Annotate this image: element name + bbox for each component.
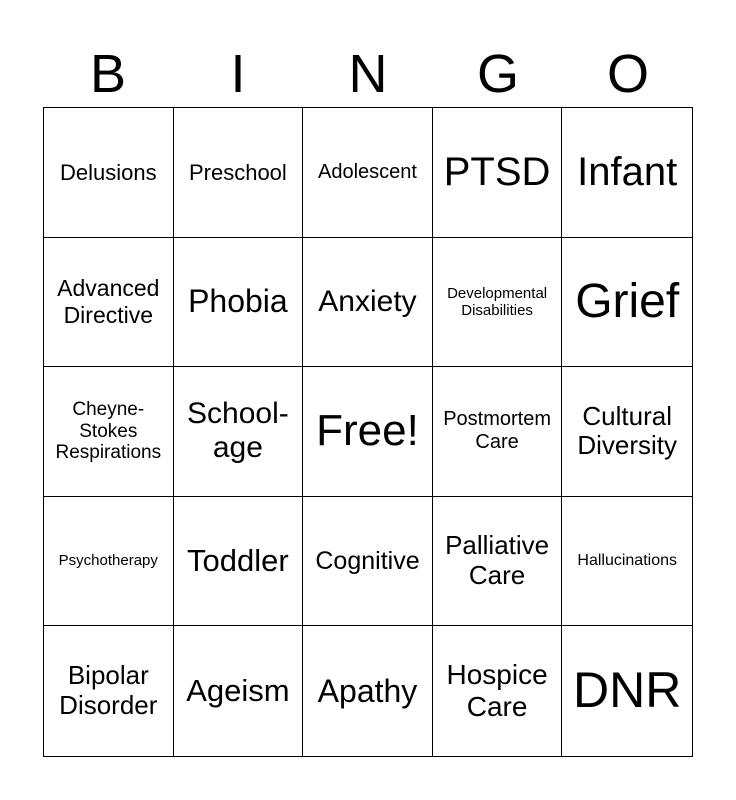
cell-label: Postmortem Care (443, 408, 551, 454)
bingo-cell[interactable] (44, 497, 174, 627)
bingo-cell[interactable] (174, 626, 304, 756)
bingo-cell[interactable] (174, 367, 304, 497)
bingo-cell[interactable] (433, 238, 563, 368)
bingo-board (43, 107, 693, 757)
cell-label: Delusions (59, 159, 157, 185)
cell-label: Apathy (317, 672, 418, 709)
cell-label: Phobia (188, 283, 288, 320)
cell-label: Infant (577, 150, 678, 195)
bingo-cell[interactable] (433, 367, 563, 497)
cell-label: Cognitive (315, 546, 420, 575)
cell-label: Hallucinations (577, 551, 677, 569)
header-letter-b: B (89, 44, 127, 104)
cell-label: Ageism (186, 673, 290, 709)
bingo-cell[interactable] (44, 626, 174, 756)
header-letter-n: N (348, 44, 388, 104)
cell-label: Bipolar Disorder (59, 660, 158, 721)
bingo-header (43, 40, 693, 108)
bingo-cell[interactable] (562, 367, 692, 497)
bingo-cell[interactable] (562, 108, 692, 238)
bingo-cell-free[interactable] (303, 367, 433, 497)
cell-label: Developmental Disabilities (447, 284, 548, 319)
header-letter-o: O (606, 44, 649, 104)
cell-label: PTSD (443, 150, 551, 195)
cell-label: Advanced Directive (57, 275, 160, 328)
bingo-cell[interactable] (174, 108, 304, 238)
bingo-cell[interactable] (433, 626, 563, 756)
bingo-cell[interactable] (303, 238, 433, 368)
bingo-cell[interactable] (303, 108, 433, 238)
cell-label: Preschool (188, 159, 287, 185)
header-letter-g: G (476, 44, 519, 104)
cell-label: Free! (316, 406, 419, 456)
cell-label: Anxiety (318, 284, 417, 318)
cell-label: Cultural Diversity (577, 400, 678, 461)
bingo-cell[interactable] (303, 497, 433, 627)
cell-label: Grief (575, 275, 680, 329)
header-letter-i: I (230, 44, 246, 104)
cell-label: Palliative Care (445, 530, 550, 591)
cell-label: DNR (573, 662, 682, 719)
bingo-cell[interactable] (44, 238, 174, 368)
cell-label: Toddler (187, 543, 289, 579)
bingo-cell[interactable] (44, 108, 174, 238)
bingo-cell[interactable] (562, 626, 692, 756)
bingo-cell[interactable] (433, 108, 563, 238)
bingo-cell[interactable] (174, 497, 304, 627)
bingo-cell[interactable] (562, 497, 692, 627)
bingo-cell[interactable] (562, 238, 692, 368)
cell-label: Hospice Care (446, 659, 548, 723)
cell-label: Cheyne-Stokes Respirations (55, 398, 162, 464)
cell-label: Psychotherapy (58, 552, 158, 570)
bingo-cell[interactable] (174, 238, 304, 368)
bingo-cell[interactable] (433, 497, 563, 627)
cell-label: School-age (187, 396, 289, 465)
bingo-cell[interactable] (303, 626, 433, 756)
cell-label: Adolescent (318, 160, 417, 183)
bingo-cell[interactable] (44, 367, 174, 497)
